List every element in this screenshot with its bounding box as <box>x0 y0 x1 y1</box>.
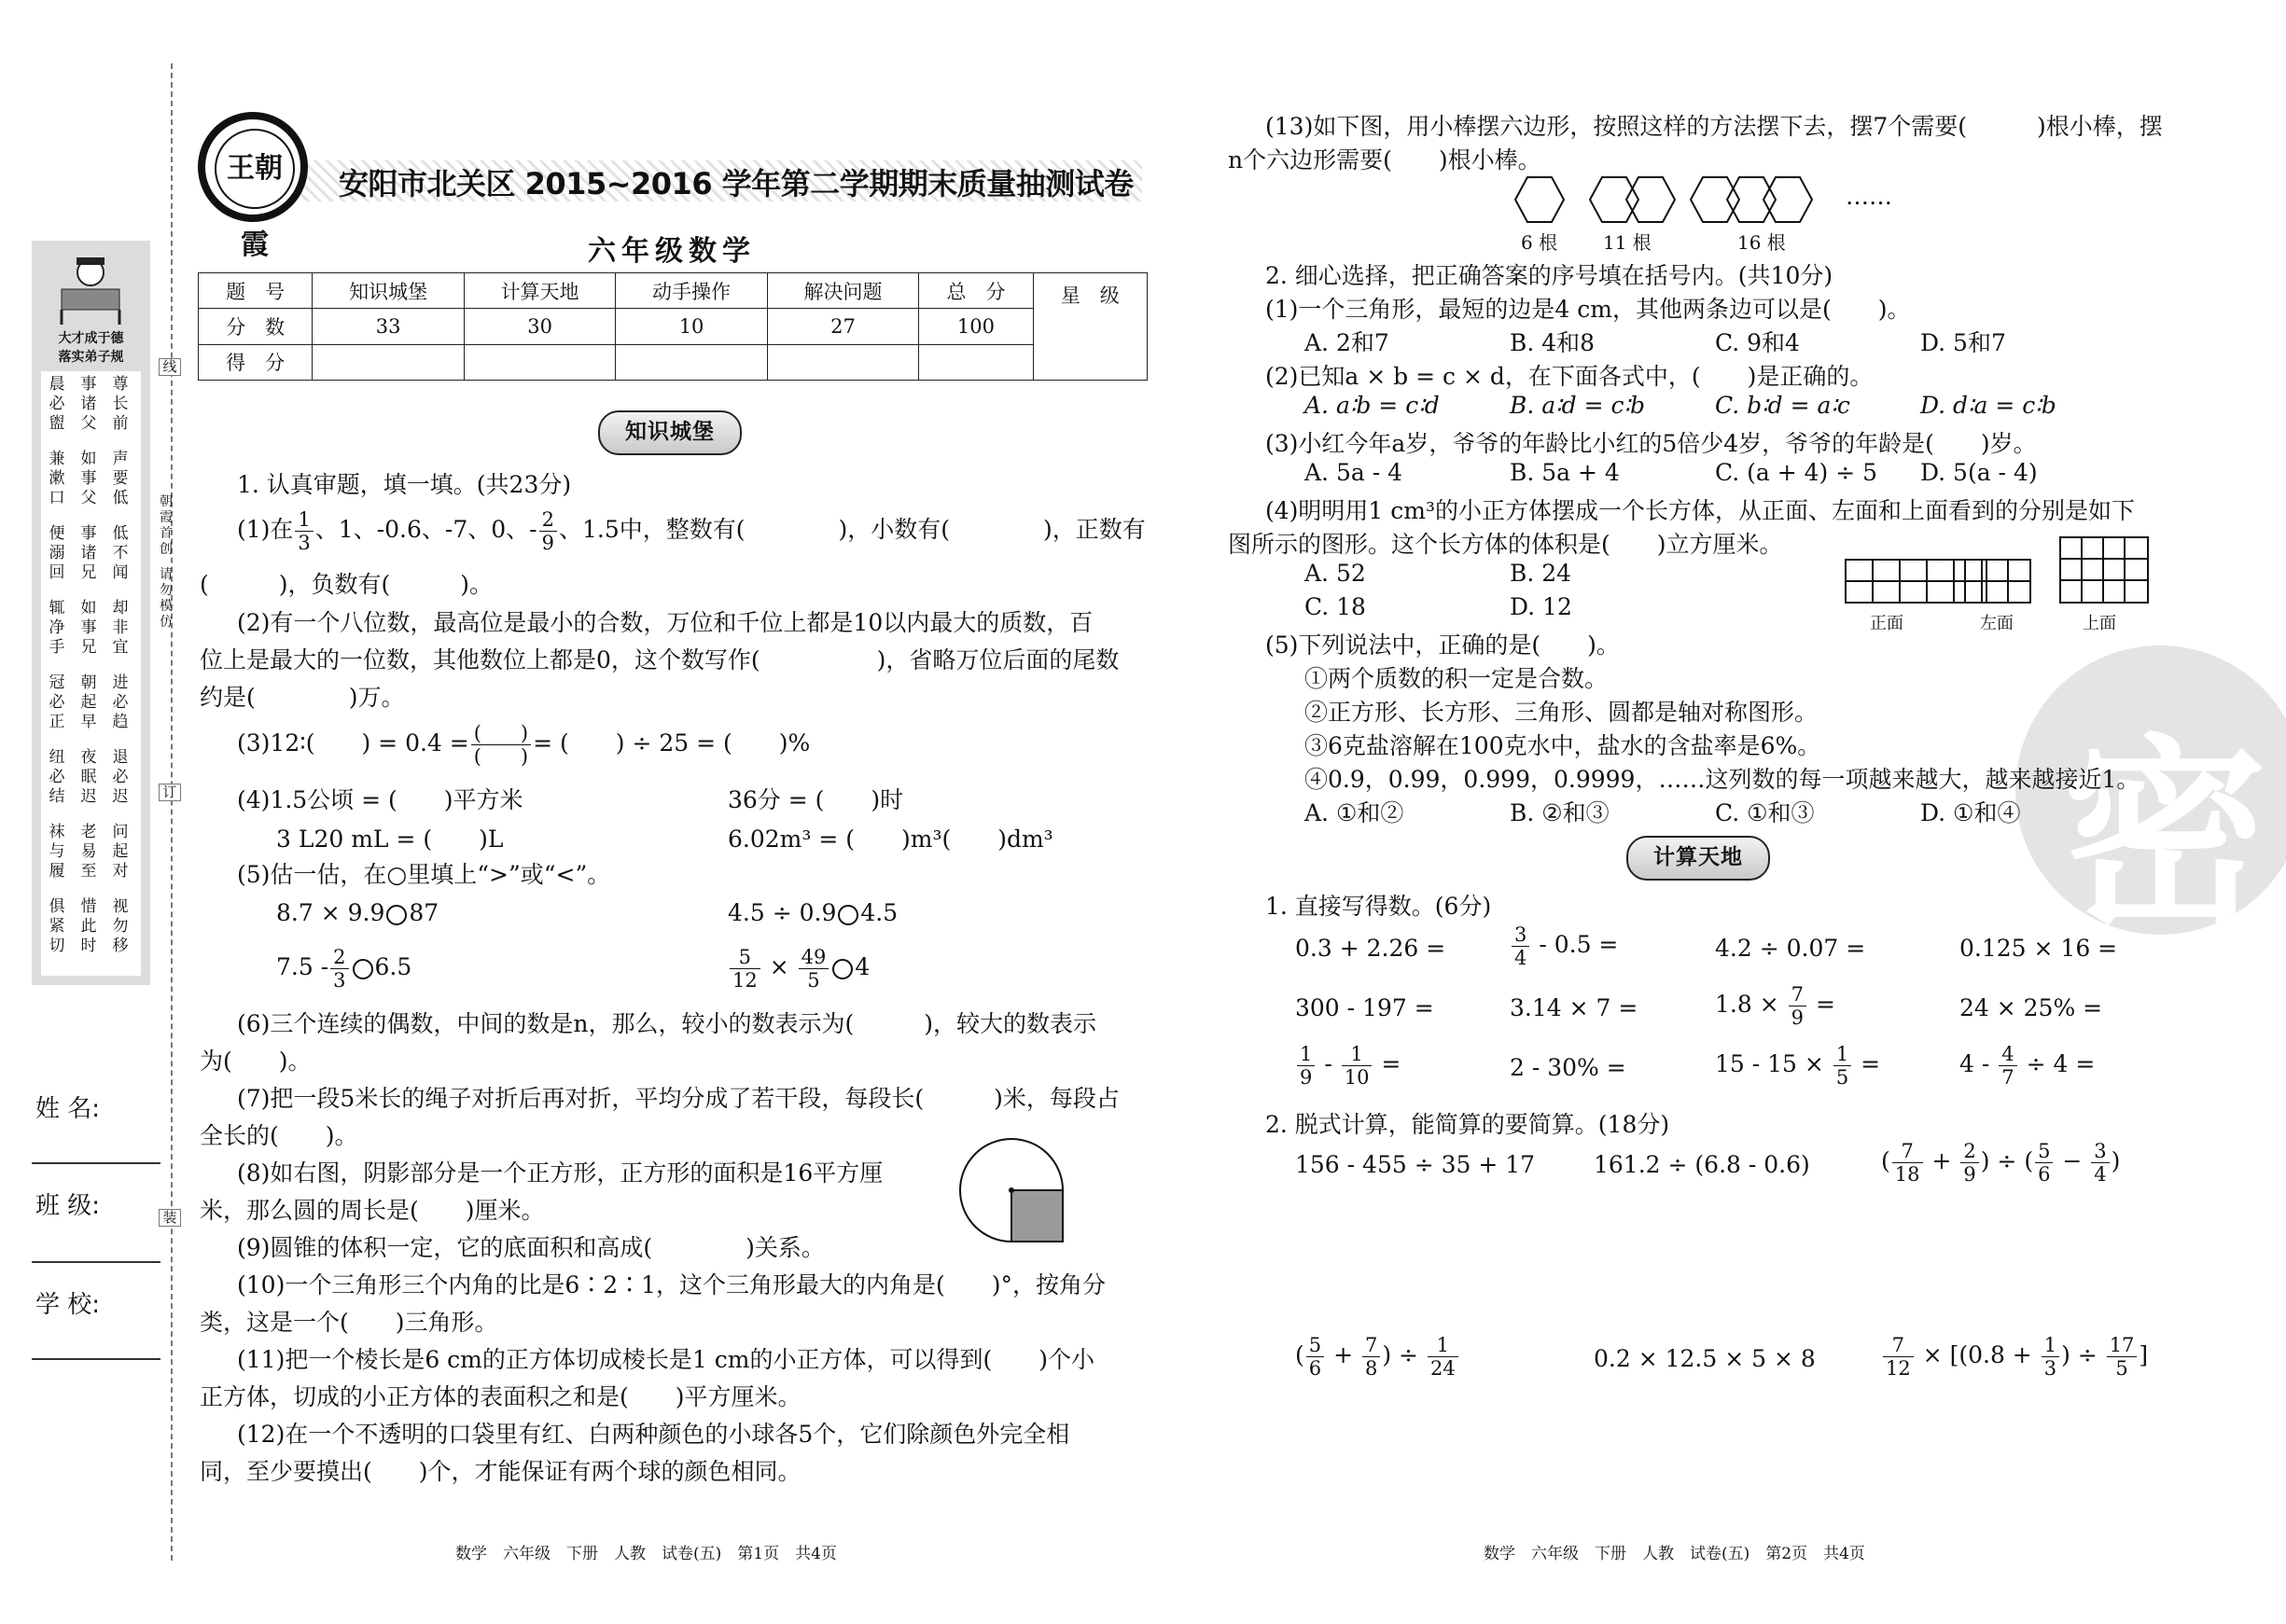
calc-item: 24 × 25% = <box>1959 994 2103 1021</box>
question-line: 同，至少要摸出( )个，才能保证有两个球的颜色相同。 <box>200 1458 801 1485</box>
hexagon-label: 16 根 <box>1737 231 1786 254</box>
table-header: 动手操作 <box>616 273 767 309</box>
score-input-cell[interactable] <box>616 344 767 380</box>
question-line: 约是( )万。 <box>200 684 405 711</box>
table-row-label: 分 数 <box>199 309 313 344</box>
view-label: 左面 <box>1980 614 2014 633</box>
view-label: 正面 <box>1870 614 1903 633</box>
question-line: 正方体，切成的小正方体的表面积之和是( )平方厘米。 <box>200 1383 801 1410</box>
hexagon-label: 11 根 <box>1603 231 1652 254</box>
calc-item: 300 - 197 = <box>1295 994 1434 1021</box>
option[interactable]: C. 9和4 <box>1715 329 1800 356</box>
hexagon-pattern-figure <box>1513 175 1831 226</box>
verse-column: 辄净手 <box>49 599 65 657</box>
verse-column: 老易至 <box>80 823 97 881</box>
score-input-cell[interactable] <box>767 344 918 380</box>
question-line: 36分 = ( )时 <box>728 786 904 813</box>
question-line: ( )，负数有( )。 <box>200 571 494 598</box>
calc-item: 0.2 × 12.5 × 5 × 8 <box>1594 1345 1816 1372</box>
table-cell: 30 <box>464 309 615 344</box>
verse-column: 问起对 <box>112 823 129 881</box>
question-line: (4)明明用1 cm³的小正方体摆成一个长方体，从正面、左面和上面看到的分别是如下 <box>1265 497 2135 524</box>
verse-column: 冠必正 <box>49 673 65 731</box>
brand-logo: 王朝霞 <box>198 112 308 222</box>
school-field[interactable] <box>32 1358 160 1360</box>
question-line: n个六边形需要( )根小棒。 <box>1228 146 1541 174</box>
option[interactable]: C. 18 <box>1304 593 1366 620</box>
verse-column: 袜与履 <box>49 823 65 881</box>
compare-circle[interactable] <box>838 905 858 925</box>
verse-column: 进必趋 <box>112 673 129 731</box>
compare-circle[interactable] <box>386 905 407 925</box>
compare-item: 4.5 ÷ 0.9 4.5 <box>728 899 899 926</box>
calc-item: 0.3 + 2.26 = <box>1295 935 1446 962</box>
score-input-cell[interactable] <box>464 344 615 380</box>
table-header: 计算天地 <box>464 273 615 309</box>
question-heading: 2. 细心选择，把正确答案的序号填在括号内。(共10分) <box>1265 262 1833 289</box>
question-line: 米，那么圆的周长是( )厘米。 <box>200 1197 545 1224</box>
vertical-note: 朝霞首创 <box>160 494 173 557</box>
option[interactable]: C. ①和③ <box>1715 799 1815 826</box>
cut-label: 线 <box>159 358 181 376</box>
hexagon-dots: …… <box>1846 183 1892 210</box>
verse-column: 惜此时 <box>80 897 97 955</box>
top-view-grid <box>2058 535 2152 606</box>
verse-box <box>41 371 141 976</box>
verse-column: 夜眠迟 <box>80 748 97 806</box>
compare-item: 7.5 - $\frac{2}{3}$ 6.5 <box>276 946 412 992</box>
cut-line <box>171 63 173 1561</box>
compare-circle[interactable] <box>832 959 853 979</box>
verse-column: 如事兄 <box>80 599 97 657</box>
table-header: 解决问题 <box>767 273 918 309</box>
view-label: 上面 <box>2083 614 2116 633</box>
score-table <box>198 272 1148 381</box>
school-label: 学 校: <box>35 1291 101 1319</box>
calc-item: 3.14 × 7 = <box>1510 994 1638 1021</box>
cut-label: 装 <box>159 1209 181 1227</box>
confidential-stamp: 密 <box>2015 645 2286 935</box>
option[interactable]: A. 52 <box>1304 560 1366 587</box>
statement: ①两个质数的积一定是合数。 <box>1304 665 1609 692</box>
compare-item: 8.7 × 9.9 87 <box>276 899 439 926</box>
subject-title: 六年级数学 <box>588 235 756 268</box>
verse-column: 低不闻 <box>112 524 129 582</box>
question-line: (1)一个三角形，最短的边是4 cm，其他两条边可以是( )。 <box>1265 296 1911 323</box>
question-line: (6)三个连续的偶数，中间的数是n，那么，较小的数表示为( )，较大的数表示 <box>237 1010 1097 1037</box>
question-line: (3)12∶( ) = 0.4 = ( ) ( ) = ( ) ÷ 25 = ( )% <box>237 722 811 768</box>
verse-column: 兼漱口 <box>49 450 65 507</box>
verse-column: 事诸父 <box>80 375 97 433</box>
table-cell: 27 <box>767 309 918 344</box>
calc-item: 4 - $\frac{4}{7}$ ÷ 4 = <box>1959 1043 2096 1089</box>
option[interactable]: D. ①和④ <box>1920 799 2021 826</box>
option[interactable]: A. 5a - 4 <box>1304 459 1403 486</box>
verse-column: 俱紧切 <box>49 897 65 955</box>
calc-item: 15 - 15 × $\frac{1}{5}$ = <box>1715 1043 1881 1089</box>
calc-item: 2 - 30% = <box>1510 1054 1626 1081</box>
section-badge: 计算天地 <box>1626 836 1770 881</box>
verse-column: 纽必结 <box>49 748 65 806</box>
score-input-cell[interactable] <box>919 344 1033 380</box>
hexagon-label: 6 根 <box>1521 231 1558 254</box>
calc-item: ( $\frac{5}{6}$ + $\frac{7}{8}$ ) ÷ $\frac{1}{24}$ <box>1295 1334 1460 1380</box>
table-header: 题 号 <box>199 273 313 309</box>
calc-item: $\frac{1}{9}$ - $\frac{1}{10}$ = <box>1295 1043 1401 1089</box>
page-footer: 数学 六年级 下册 人教 试卷(五) 第1页 共4页 <box>455 1545 837 1563</box>
table-header: 星 级 <box>1033 273 1147 381</box>
question-line: 全长的( )。 <box>200 1122 358 1149</box>
cut-label: 订 <box>159 784 181 801</box>
side-view-grid <box>1963 535 2034 606</box>
question-line: 图所示的图形。这个长方体的体积是( )立方厘米。 <box>1228 531 1783 558</box>
compare-item: $\frac{5}{12}$ × $\frac{49}{5}$ 4 <box>728 946 870 992</box>
statement: ②正方形、长方形、三角形、圆都是轴对称图形。 <box>1304 699 1819 726</box>
verse-column: 事诸兄 <box>80 524 97 582</box>
circle-square-figure <box>957 1136 1067 1246</box>
motto-line-1: 大才成于德 <box>58 331 124 346</box>
page-footer: 数学 六年级 下册 人教 试卷(五) 第2页 共4页 <box>1484 1545 1865 1563</box>
option[interactable]: B. 5a + 4 <box>1510 459 1620 486</box>
statement: ④0.9，0.99，0.999，0.9999，……这列数的每一项越来越大，越来越接近1。 <box>1304 766 2140 793</box>
option[interactable]: B. 24 <box>1510 560 1572 587</box>
motto-strip <box>32 241 150 985</box>
score-input-cell[interactable] <box>313 344 464 380</box>
motto-line-2: 落实弟子规 <box>58 350 124 365</box>
option[interactable]: A. a∶b = c∶d <box>1304 392 1440 419</box>
question-line: (13)如下图，用小棒摆六边形，按照这样的方法摆下去，摆7个需要( )根小棒，摆 <box>1265 113 2163 140</box>
verse-column: 如事父 <box>80 450 97 507</box>
question-line: 为( )。 <box>200 1048 312 1075</box>
option[interactable]: D. 12 <box>1510 593 1572 620</box>
calc-item: $\frac{3}{4}$ - 0.5 = <box>1510 923 1618 969</box>
verse-column: 却非宜 <box>112 599 129 657</box>
option[interactable]: C. (a + 4) ÷ 5 <box>1715 459 1878 486</box>
question-line: (3)小红今年a岁，爷爷的年龄比小红的5倍少4岁，爷爷的年龄是( )岁。 <box>1265 430 2037 457</box>
question-line: (10)一个三角形三个内角的比是6∶2∶1，这个三角形最大的内角是( )°，按角分 <box>237 1271 1107 1298</box>
option[interactable]: A. ①和② <box>1304 799 1404 826</box>
question-line: (7)把一段5米长的绳子对折后再对折，平均分成了若干段，每段长( )米，每段占 <box>237 1085 1120 1112</box>
verse-column: 尊长前 <box>112 375 129 433</box>
question-line: 6.02m³ = ( )m³( )dm³ <box>728 826 1053 853</box>
exam-title: 安阳市北关区 2015~2016 学年第二学期期末质量抽测试卷 <box>339 166 1134 201</box>
option[interactable]: B. 4和8 <box>1510 329 1596 356</box>
question-line: (12)在一个不透明的口袋里有红、白两种颜色的小球各5个，它们除颜色外完全相 <box>237 1421 1070 1448</box>
question-line: (5)估一估，在○里填上“>”或“<”。 <box>237 861 611 888</box>
section-badge: 知识城堡 <box>598 410 742 455</box>
option[interactable]: B. a∶d = c∶b <box>1510 392 1646 419</box>
option[interactable]: A. 2和7 <box>1304 329 1389 356</box>
name-field[interactable] <box>32 1162 160 1164</box>
vertical-note: 请勿模仿 <box>160 567 173 630</box>
question-line: (4)1.5公顷 = ( )平方米 <box>237 786 523 813</box>
question-line: (2)有一个八位数，最高位是最小的合数，万位和千位上都是10以内最大的质数，百 <box>237 609 1094 636</box>
question-line: 3 L20 mL = ( )L <box>276 826 504 853</box>
question-line: (11)把一个棱长是6 cm的正方体切成棱长是1 cm的小正方体，可以得到( )个小 <box>237 1346 1094 1373</box>
name-label: 姓 名: <box>35 1095 101 1123</box>
calc-item: 4.2 ÷ 0.07 = <box>1715 935 1866 962</box>
question-heading: 1. 认真审题，填一填。(共23分) <box>237 471 572 498</box>
verse-column: 退必迟 <box>112 748 129 806</box>
verse-column: 视勿移 <box>112 897 129 955</box>
table-header: 总 分 <box>919 273 1033 309</box>
question-line: 位上是最大的一位数，其他数位上都是0，这个数写作( )，省略万位后面的尾数 <box>200 646 1120 673</box>
question-line: 类，这是一个( )三角形。 <box>200 1309 498 1336</box>
question-heading: 2. 脱式计算，能简算的要简算。(18分) <box>1265 1111 1670 1138</box>
option[interactable]: C. b∶d = a∶c <box>1715 392 1850 419</box>
option[interactable]: B. ②和③ <box>1510 799 1610 826</box>
question-line: (1)在 $\frac{1}{3}$ 、1、-0.6、-7、0、- $\frac{2}{9}$ 、1.5中，整数有( )，小数有( )，正数有 <box>237 508 1146 554</box>
calc-item: 161.2 ÷ (6.8 - 0.6) <box>1594 1151 1810 1178</box>
statement: ③6克盐溶解在100克水中，盐水的含盐率是6%。 <box>1304 732 1821 759</box>
compare-circle[interactable] <box>353 959 373 979</box>
table-cell: 100 <box>919 309 1033 344</box>
verse-column: 声要低 <box>112 450 129 507</box>
question-heading: 1. 直接写得数。(6分) <box>1265 893 1492 920</box>
table-header: 知识城堡 <box>313 273 464 309</box>
verse-column: 便溺回 <box>49 524 65 582</box>
calc-item: 0.125 × 16 = <box>1959 935 2118 962</box>
option[interactable]: D. 5和7 <box>1920 329 2006 356</box>
calc-item: ( $\frac{7}{18}$ + $\frac{2}{9}$ ) ÷ ( $\frac{5}{6}$ − $\frac{3}{4}$ ) <box>1881 1140 2121 1186</box>
option[interactable]: D. 5(a - 4) <box>1920 459 2038 486</box>
calc-item: $\frac{7}{12}$ × [(0.8 + $\frac{1}{3}$ ) ÷ $\frac{17}{5}$ ] <box>1881 1334 2148 1380</box>
question-line: (9)圆锥的体积一定，它的底面积和高成( )关系。 <box>237 1234 825 1261</box>
verse-column: 朝起早 <box>80 673 97 731</box>
question-line: (8)如右图，阴影部分是一个正方形，正方形的面积是16平方厘 <box>237 1159 884 1187</box>
table-cell: 33 <box>313 309 464 344</box>
calc-item: 156 - 455 ÷ 35 + 17 <box>1295 1151 1536 1178</box>
table-row-label: 得 分 <box>199 344 313 380</box>
class-field[interactable] <box>32 1261 160 1263</box>
verse-column: 晨必盥 <box>49 375 65 433</box>
table-cell: 10 <box>616 309 767 344</box>
class-label: 班 级: <box>35 1192 101 1220</box>
calc-item: 1.8 × $\frac{7}{9}$ = <box>1715 983 1835 1029</box>
question-line: (2)已知a × b = c × d，在下面各式中，( )是正确的。 <box>1265 363 1874 390</box>
option[interactable]: D. d∶a = c∶b <box>1920 392 2056 419</box>
question-line: (5)下列说法中，正确的是( )。 <box>1265 632 1620 659</box>
